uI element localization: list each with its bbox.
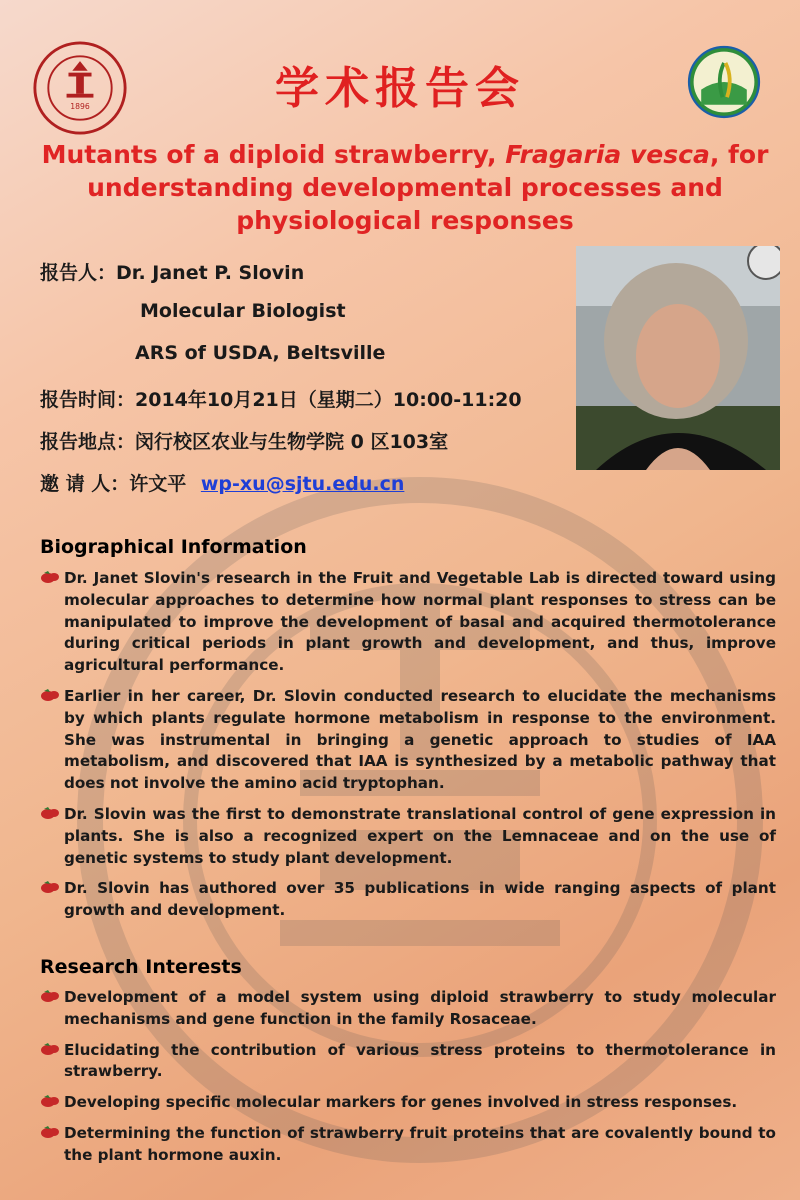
host-name: 许文平 (129, 473, 187, 495)
location-line (40, 427, 448, 454)
speaker-name: Dr. Janet P. Slovin (116, 262, 305, 284)
time-label: 报告时间： (40, 389, 136, 411)
bio-list (40, 568, 776, 931)
speaker-role: Molecular Biologist (140, 300, 346, 322)
host-line (40, 469, 404, 496)
list-item: Development of a model system using diploid strawberry to study molecular mechanisms and gene function in the family Rosaceae. (40, 987, 776, 1031)
college-logo (686, 44, 762, 120)
logo-year: 1896 (70, 102, 90, 112)
location-value: 闵行校区农业与生物学院 0 区103室 (135, 431, 449, 453)
list-item: Earlier in her career, Dr. Slovin conducted research to elucidate the mechanisms by which plants regulate hormone metabolism in response to the environment. She was instrumental in bringing a genetic approach to studies of IAA metabolism, and discovered that IAA is synthesized by a metabolic pathway that does not involve the amino acid tryptophan. (40, 686, 776, 795)
speaker-affiliation: ARS of USDA, Beltsville (135, 342, 386, 364)
strawberry-bullet-icon (40, 688, 60, 702)
talk-title: Mutants of a diploid strawberry, Fragaria vesca, for understanding developmental processes and physiological responses (41, 140, 769, 235)
page-title: 学术报告会 (275, 63, 525, 114)
research-list (40, 987, 776, 1176)
speaker-photo (576, 246, 780, 470)
list-item: Dr. Slovin was the first to demonstrate translational control of gene expression in plants. She is also a recognized expert on the Lemnaceae and on the use of genetic systems to study plant development. (40, 804, 776, 869)
strawberry-bullet-icon (40, 1042, 60, 1056)
list-item: Developing specific molecular markers for genes involved in stress responses. (40, 1092, 776, 1114)
strawberry-bullet-icon (40, 570, 60, 584)
list-item: Dr. Janet Slovin's research in the Fruit and Vegetable Lab is directed toward using molecular approaches to determine how normal plant responses to stress can be manipulated to improve the development of basal and acquired thermotolerance during critical periods in plant growth and development, and thus, improve agricultural performance. (40, 568, 776, 677)
bio-heading: Biographical Information (40, 536, 307, 558)
list-item: Dr. Slovin has authored over 35 publications in wide ranging aspects of plant growth and development. (40, 878, 776, 922)
strawberry-bullet-icon (40, 989, 60, 1003)
host-email-link[interactable]: wp-xu@sjtu.edu.cn (200, 473, 405, 495)
time-line (40, 385, 522, 412)
research-heading: Research Interests (40, 956, 242, 978)
speaker-line (40, 258, 304, 285)
list-item: Determining the function of strawberry fruit proteins that are covalently bound to the plant hormone auxin. (40, 1123, 776, 1167)
speaker-label: 报告人： (40, 262, 117, 284)
list-item: Elucidating the contribution of various stress proteins to thermotolerance in strawberry. (40, 1040, 776, 1084)
strawberry-bullet-icon (40, 880, 60, 894)
location-label: 报告地点： (40, 431, 136, 453)
strawberry-bullet-icon (40, 1094, 60, 1108)
host-label: 邀 请 人： (40, 473, 130, 495)
strawberry-bullet-icon (40, 806, 60, 820)
strawberry-bullet-icon (40, 1125, 60, 1139)
time-value: 2014年10月21日（星期二）10:00-11:20 (135, 389, 522, 411)
